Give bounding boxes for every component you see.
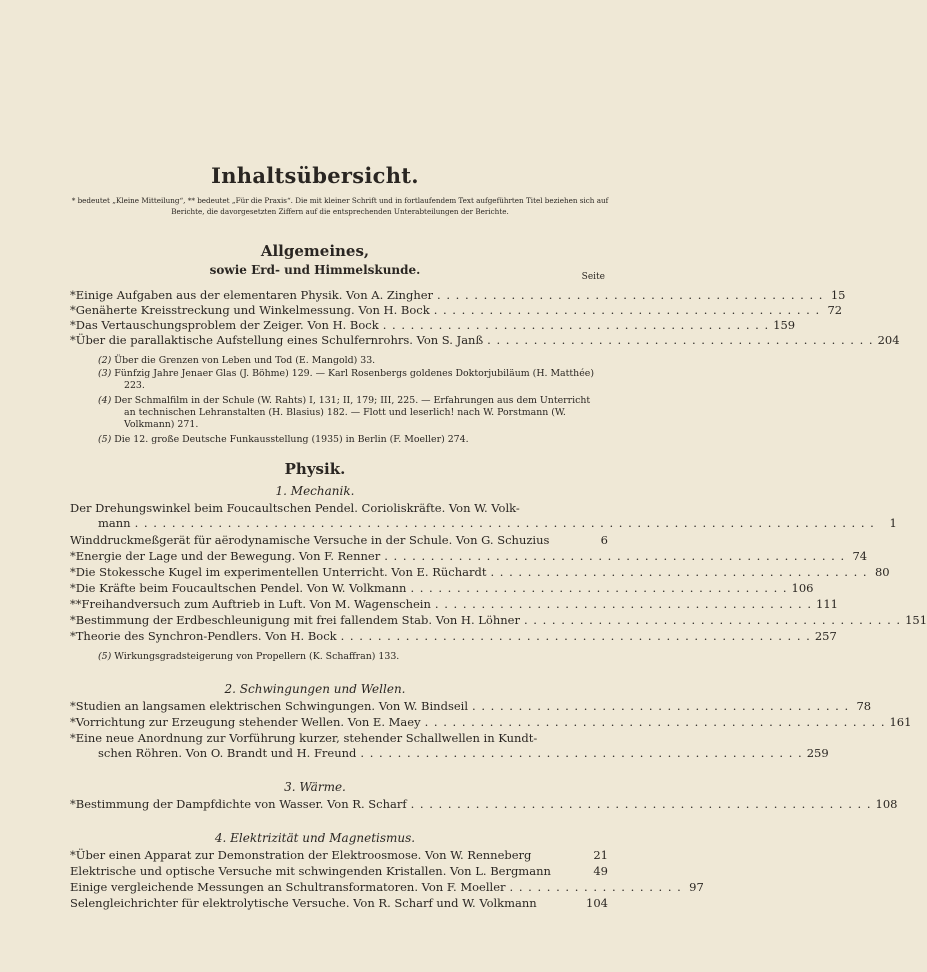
- toc-entry: Selengleichrichter für elektrolytische Versuche. Von R. Scharf und W. Volkmann 104: [70, 896, 608, 910]
- toc-entry: **Freihandversuch zum Auftrieb in Luft. Von M. Wagenschein . . . . . . . . . . . . . . . . . . . . . . . . . . . . . . . . . . . . . . . . . 111: [70, 597, 838, 611]
- report-note: (5) Wirkungsgradsteigerung von Propellern (K. Schaffran) 133.: [98, 651, 400, 662]
- report-note: (3) Fünfzig Jahre Jenaer Glas (J. Böhme) 129. — Karl Rosenbergs goldenes Doktorjubiläum (H. Matthée) 223.: [98, 368, 594, 391]
- toc-entry: Der Drehungswinkel beim Foucaultschen Pendel. Corioliskräfte. Von W. Volk-: [70, 501, 520, 515]
- toc-entry: *Bestimmung der Dampfdichte von Wasser. Von R. Scharf . . . . . . . . . . . . . . . . . . . . . . . . . . . . . . . . . . . . . . . . . . . . . . . . . . 108: [70, 797, 898, 811]
- subsection-title-electricity: 4. Elektrizität und Magnetismus.: [214, 831, 416, 845]
- toc-entry-continuation: mann . . . . . . . . . . . . . . . . . . . . . . . . . . . . . . . . . . . . . . . . . . . . . . . . . . . . . . . . . . . . . . . . . . . . . . . . . . . . . . . . 1: [98, 516, 897, 530]
- section-title-general: Allgemeines,: [260, 242, 370, 260]
- toc-entry: *Die Kräfte beim Foucaultschen Pendel. Von W. Volkmann . . . . . . . . . . . . . . . . . . . . . . . . . . . . . . . . . . . . . . . . . 106: [70, 581, 814, 595]
- report-note: (2) Über die Grenzen von Leben und Tod (E. Mangold) 33.: [98, 355, 376, 366]
- subsection-title-mechanics: 1. Mechanik.: [275, 484, 355, 498]
- page-title: Inhaltsübersicht.: [211, 163, 419, 188]
- subsection-title-heat: 3. Wärme.: [284, 780, 346, 794]
- toc-entry: *Über die parallaktische Aufstellung eines Schulfernrohrs. Von S. Janß . . . . . . . . . . . . . . . . . . . . . . . . . . . . . . . . . . . . . . . . . . 204: [70, 333, 900, 347]
- toc-entry: Einige vergleichende Messungen an Schultransformatoren. Von F. Moeller . . . . . . . . . . . . . . . . . . . 97: [70, 880, 704, 894]
- toc-entry: *Die Stokessche Kugel im experimentellen Unterricht. Von E. Rüchardt . . . . . . . . . . . . . . . . . . . . . . . . . . . . . . . . . . . . . . . . . 80: [70, 565, 890, 579]
- section-subtitle-general: sowie Erd- und Himmelskunde.: [209, 263, 421, 277]
- toc-entry-continuation: schen Röhren. Von O. Brandt und H. Freund . . . . . . . . . . . . . . . . . . . . . . . . . . . . . . . . . . . . . . . . . . . . . . . . 259: [98, 746, 829, 760]
- toc-entry: *Theorie des Synchron-Pendlers. Von H. Bock . . . . . . . . . . . . . . . . . . . . . . . . . . . . . . . . . . . . . . . . . . . . . . . . . . . 257: [70, 629, 837, 643]
- toc-entry: Elektrische und optische Versuche mit schwingenden Kristallen. Von L. Bergmann 49: [70, 864, 608, 878]
- legend-note: * bedeutet „Kleine Mitteilung“, ** bedeutet „Für die Praxis“. Die mit kleiner Schrift und in fortlaufendem Text aufgeführten Titel beziehen sich auf Berichte, die davorgesetzten Ziffern auf die entsprechenden Unterabteilungen der Berichte.: [71, 196, 609, 216]
- report-note: (5) Die 12. große Deutsche Funkausstellung (1935) in Berlin (F. Moeller) 274.: [98, 434, 469, 445]
- page-column-header: Seite: [581, 272, 605, 282]
- toc-entry: *Energie der Lage und der Bewegung. Von F. Renner . . . . . . . . . . . . . . . . . . . . . . . . . . . . . . . . . . . . . . . . . . . . . . . . . . 74: [70, 549, 868, 563]
- toc-entry: Winddruckmeßgerät für aërodynamische Versuche in der Schule. Von G. Schuzius 6: [70, 533, 608, 547]
- toc-entry: *Bestimmung der Erdbeschleunigung mit frei fallendem Stab. Von H. Löhner . . . . . . . . . . . . . . . . . . . . . . . . . . . . . . . . . . . . . . . . . 151: [70, 613, 927, 627]
- toc-entry: *Über einen Apparat zur Demonstration der Elektroosmose. Von W. Renneberg 21: [70, 848, 608, 862]
- subsection-title-oscillations: 2. Schwingungen und Wellen.: [224, 682, 406, 696]
- report-note: (4) Der Schmalfilm in der Schule (W. Rahts) I, 131; II, 179; III, 225. — Erfahrungen aus dem Unterricht an technischen Lehranstalten (H. Blasius) 182. — Flott und leserlich! nach W. Porstmann (W. Volkmann) 271.: [98, 395, 591, 430]
- toc-entry: *Eine neue Anordnung zur Vorführung kurzer, stehender Schallwellen in Kundt-: [70, 731, 538, 745]
- toc-entry: *Das Vertauschungsproblem der Zeiger. Von H. Bock . . . . . . . . . . . . . . . . . . . . . . . . . . . . . . . . . . . . . . . . . . 159: [70, 318, 796, 332]
- section-title-physics: Physik.: [284, 460, 346, 478]
- toc-entry: *Genäherte Kreisstreckung und Winkelmessung. Von H. Bock . . . . . . . . . . . . . . . . . . . . . . . . . . . . . . . . . . . . . . . . . . 72: [70, 303, 843, 317]
- toc-entry: *Studien an langsamen elektrischen Schwingungen. Von W. Bindseil . . . . . . . . . . . . . . . . . . . . . . . . . . . . . . . . . . . . . . . . . 78: [70, 699, 872, 713]
- toc-entry: *Vorrichtung zur Erzeugung stehender Wellen. Von E. Maey . . . . . . . . . . . . . . . . . . . . . . . . . . . . . . . . . . . . . . . . . . . . . . . . . . 161: [70, 715, 912, 729]
- toc-entry: *Einige Aufgaben aus der elementaren Physik. Von A. Zingher . . . . . . . . . . . . . . . . . . . . . . . . . . . . . . . . . . . . . . . . . . 15: [70, 288, 846, 302]
